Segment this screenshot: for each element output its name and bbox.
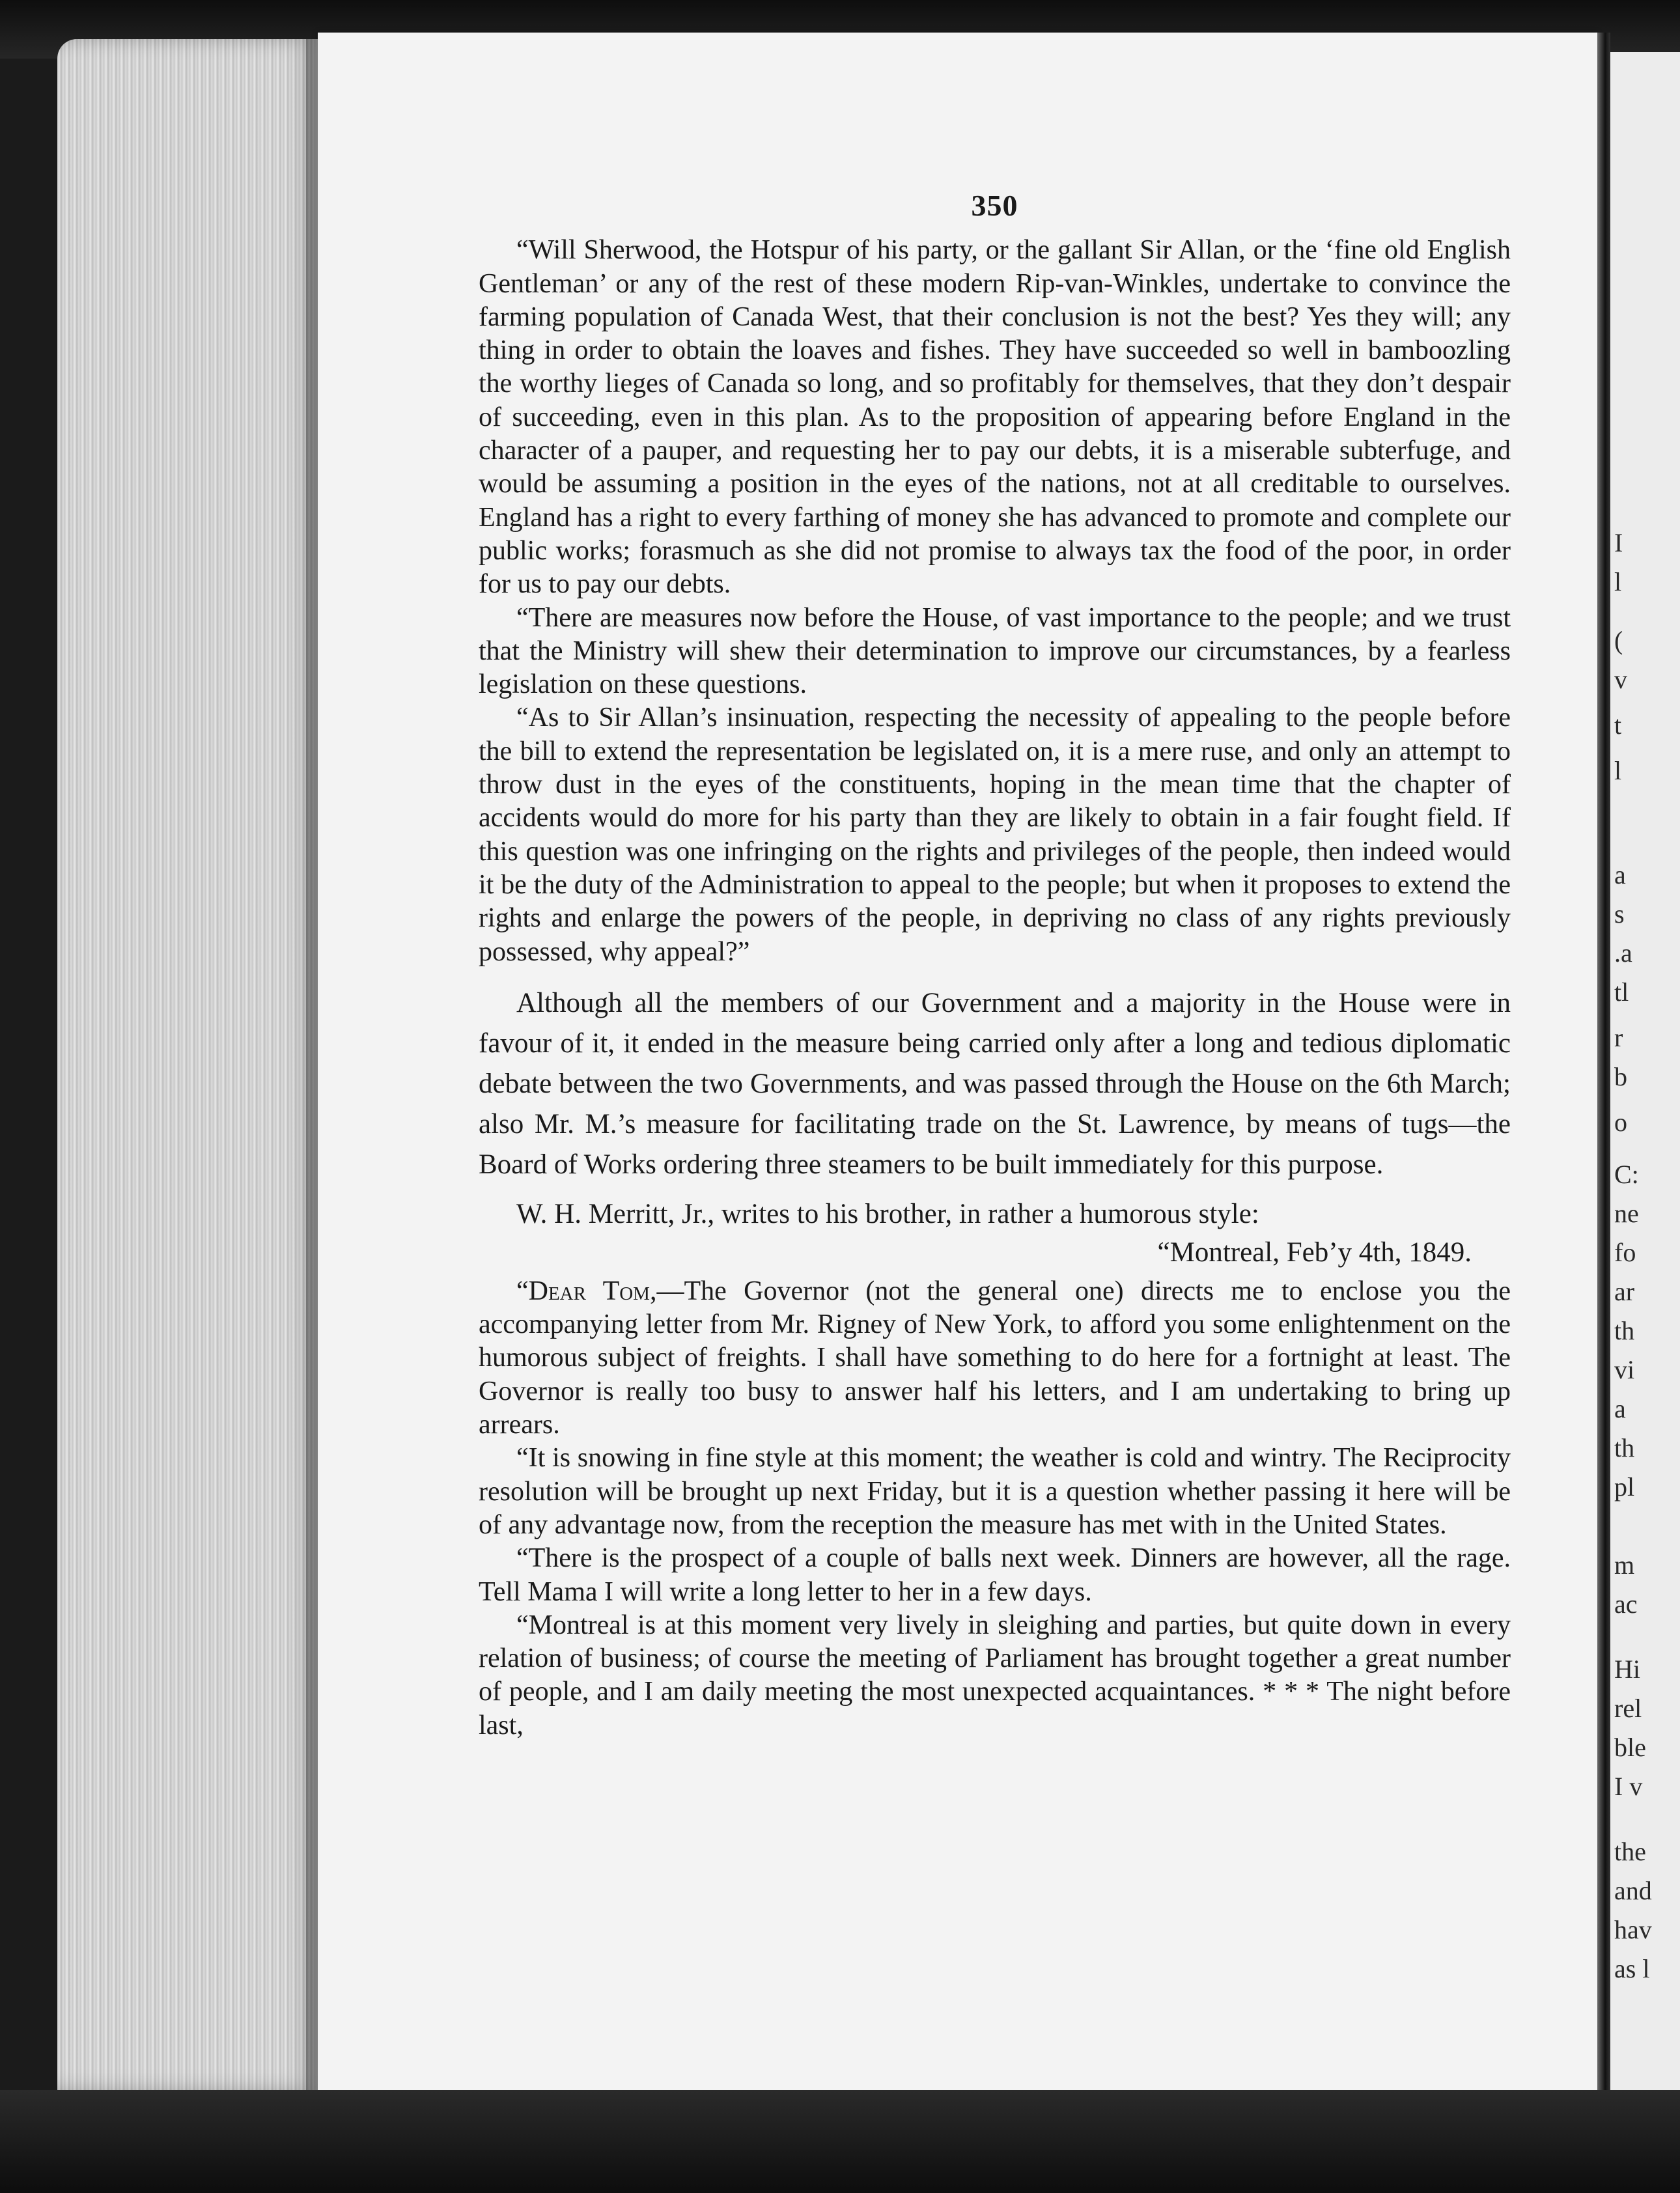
facing-page-text-fragment: o bbox=[1614, 1108, 1627, 1137]
book-gutter bbox=[1597, 33, 1610, 2116]
paragraph: “It is snowing in fine style at this moment; the weather is cold and wintry. The Reciprocity resolution will be brought up next Friday, but it is a question whether passing it here will be of any advantage now, from the reception the measure has met with in the United States. bbox=[479, 1443, 1511, 1540]
letter-body: —The Governor (not the general one) directs me to enclose you the accompanying letter from Mr. Rigney of New York, to afford you some enlightenment on the humorous subject of freights. I shall have something to do here for a fortnight at least. The Governor is really too busy to answer half his letters, and I am undertaking to bring up arrears. bbox=[479, 1276, 1511, 1440]
facing-page-text-fragment: .a bbox=[1614, 938, 1632, 968]
facing-page-text-fragment: Hi bbox=[1614, 1655, 1640, 1684]
facing-page-text-fragment: rel bbox=[1614, 1694, 1642, 1723]
facing-page-text-fragment: the bbox=[1614, 1837, 1646, 1866]
facing-page-text-fragment: vi bbox=[1614, 1355, 1635, 1384]
facing-page-edge bbox=[1610, 52, 1680, 2103]
facing-page-text-fragment: ac bbox=[1614, 1589, 1638, 1619]
page-block-edge bbox=[57, 39, 318, 2090]
facing-page-text-fragment: ar bbox=[1614, 1277, 1635, 1306]
facing-page-text-fragment: C: bbox=[1614, 1160, 1639, 1189]
facing-page-text-fragment: th bbox=[1614, 1316, 1635, 1345]
facing-page-text-fragment: v bbox=[1614, 665, 1627, 694]
paragraph: “As to Sir Allan’s insinuation, respecting the necessity of appealing to the people before the bill to extend the representation be legislated on, it is a mere ruse, and only an attempt to throw dust in the eyes of the constituents, hoping in the mean time that the chapter of accidents would do more for his party than they are likely to obtain in a fair fought field. If this question was one infringing on the rights and privileges of the people, then indeed would it be the duty of the Administration to appeal to the people; but when it proposes to extend the rights and enlarge the powers of the people, in depriving no class of any rights previously possessed, why appeal?” bbox=[479, 703, 1511, 967]
facing-page-text-fragment: a bbox=[1614, 1394, 1626, 1423]
paragraph: “There is the prospect of a couple of balls next week. Dinners are however, all the rage. Tell Mama I will write a long letter to her in a few days. bbox=[479, 1543, 1511, 1607]
facing-page-text-fragment: ( bbox=[1614, 626, 1623, 655]
page-number: 350 bbox=[971, 189, 1018, 222]
facing-page-text-fragment: th bbox=[1614, 1433, 1635, 1462]
paragraph: “Montreal, Feb’y 4th, 1849. bbox=[1157, 1236, 1472, 1268]
paragraph-list bbox=[479, 234, 1511, 1742]
facing-page-text-fragment: as l bbox=[1614, 1954, 1650, 1983]
facing-page-text-fragment: l bbox=[1614, 567, 1622, 596]
facing-page-text-fragment: fo bbox=[1614, 1238, 1636, 1267]
facing-page-text-fragment: I v bbox=[1614, 1772, 1643, 1801]
facing-page-text-fragment: r bbox=[1614, 1023, 1623, 1052]
facing-page-text-fragment: m bbox=[1614, 1550, 1635, 1580]
letter-salutation: “Dear Tom, bbox=[516, 1276, 657, 1306]
facing-page-text-fragment: and bbox=[1614, 1876, 1652, 1905]
facing-page-text-fragment: hav bbox=[1614, 1915, 1652, 1944]
facing-page-text-fragment: ble bbox=[1614, 1733, 1646, 1762]
paragraph: Although all the members of our Government and a majority in the House were in favour of it, it ended in the measure being carried only after a long and tedious diplomatic debate between the two Governments, and was passed through the House on the 6th March; also Mr. M.’s measure for facilitating trade on the St. Lawrence, by means of tugs—the Board of Works ordering three steamers to be built immediately for this purpose. bbox=[479, 987, 1511, 1180]
facing-page-text-fragment: s bbox=[1614, 899, 1625, 929]
facing-page-text-fragment: pl bbox=[1614, 1472, 1635, 1502]
facing-page-text-fragment: tl bbox=[1614, 977, 1629, 1007]
paragraph bbox=[479, 1275, 1511, 1442]
scan-background-bottom bbox=[0, 2090, 1680, 2193]
facing-page-text-fragment: a bbox=[1614, 860, 1626, 889]
page-text-block bbox=[479, 189, 1511, 1742]
facing-page-text-fragment: l bbox=[1614, 756, 1622, 785]
facing-page-text-fragment: t bbox=[1614, 710, 1622, 740]
paragraph: “Will Sherwood, the Hotspur of his party, or the gallant Sir Allan, or the ‘fine old English Gentleman’ or any of the rest of these modern Rip-van-Winkles, undertake to convince the farming population of Canada West, that their conclusion is not the best? Yes they will; any thing in order to obtain the loaves and fishes. They have succeeded so well in bamboozling the worthy lieges of Canada so long, and so profitably for themselves, that they don’t despair of succeeding, even in this plan. As to the proposition of appearing before England in the character of a pauper, and requesting her to pay our debts, it is a miserable subterfuge, and would be assuming a position in the eyes of the nations, not at all creditable to ourselves. England has a right to every farthing of money she has advanced to promote and complete our public works; forasmuch as she did not promise to always tax the food of the poor, in order for us to pay our debts. bbox=[479, 235, 1511, 600]
paragraph: “There are measures now before the House, of vast importance to the people; and we trust that the Ministry will shew their determination to improve our circumstances, by a fearless legislation on these questions. bbox=[479, 602, 1511, 700]
facing-page-text-fragment: b bbox=[1614, 1062, 1627, 1091]
facing-page-text-fragment: ne bbox=[1614, 1199, 1639, 1228]
facing-page-text-fragment: I bbox=[1614, 528, 1623, 557]
paragraph: “Montreal is at this moment very lively in sleighing and parties, but quite down in every relation of business; of course the meeting of Parliament has brought together a great number of people, and I am daily meeting the most unexpected acquaintances. * * * The night before last, bbox=[479, 1610, 1511, 1740]
paragraph: W. H. Merritt, Jr., writes to his brother, in rather a humorous style: bbox=[516, 1198, 1259, 1229]
